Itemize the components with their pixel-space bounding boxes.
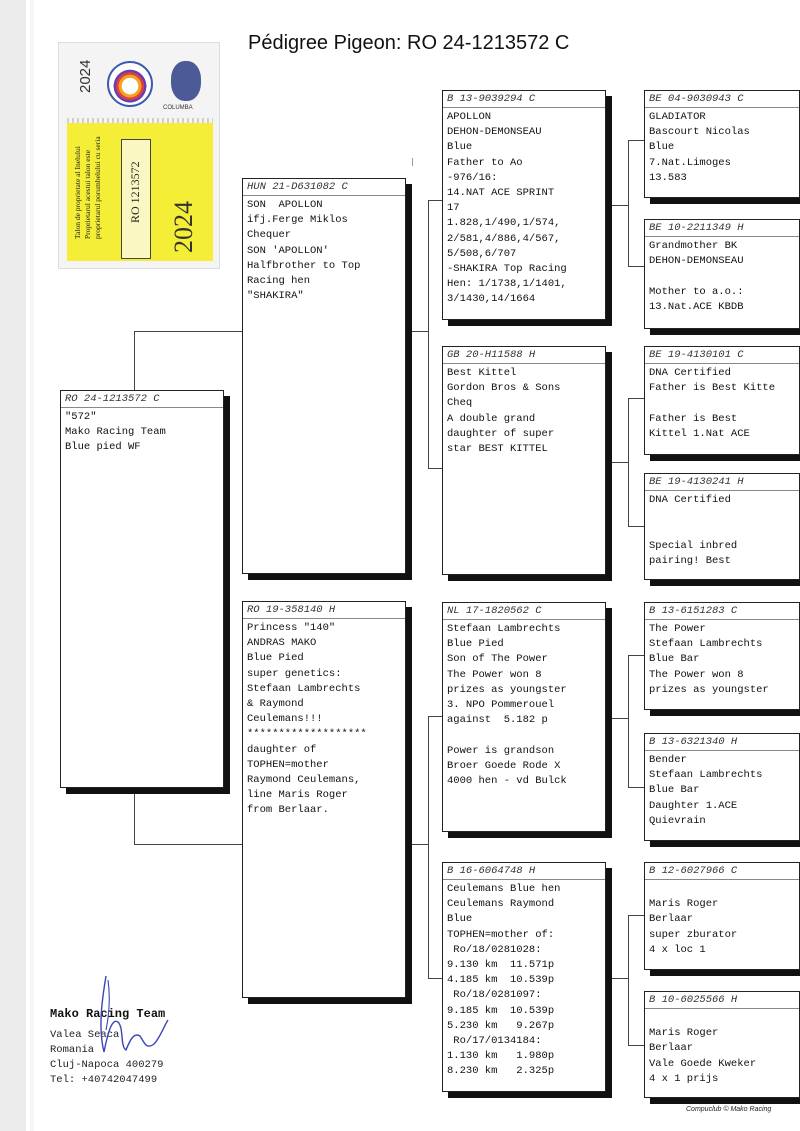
pigeon-card-sds[interactable] <box>644 346 800 455</box>
page-title: Pédigree Pigeon: RO 24-1213572 C <box>248 32 570 54</box>
connector-line <box>612 718 628 719</box>
connector-line <box>628 526 644 527</box>
pigeon-emblem-icon <box>171 61 201 101</box>
pigeon-card-sdd[interactable] <box>644 473 800 580</box>
ring-number: NL 17-1820562 C <box>443 605 605 620</box>
pigeon-details: Best Kittel Gordon Bros & Sons Cheq A double grand daughter of super star BEST KITTEL <box>447 367 561 456</box>
ring-number: RO 19-358140 H <box>243 604 405 619</box>
ring-number: BE 04-9030943 C <box>645 93 799 108</box>
pigeon-details: DNA Certified Father is Best Kitte Father is Best Kittel 1.Nat ACE <box>649 367 776 440</box>
pigeon-card-sss[interactable] <box>644 90 800 198</box>
ring-number: GB 20-H11588 H <box>443 349 605 364</box>
connector-line <box>134 844 242 845</box>
pigeon-card-dsd[interactable] <box>644 733 800 841</box>
ring-number: B 13-6321340 H <box>645 736 799 751</box>
connector-line <box>612 462 628 463</box>
stray-mark <box>412 158 413 166</box>
ring-certificate-sticker <box>58 42 220 269</box>
owner-address-line1: Valea Seaca <box>50 1029 120 1041</box>
pigeon-details: APOLLON DEHON-DEMONSEAU Blue Father to Ao -976/16: 14.NAT ACE SPRINT 17 1.828,1/490,1/574, 2/581,4/886,4/567, 5/508,6/707 -SHAKIRA Top Racing Hen: 1/1738,1/1401, 3/1430,14/1664 <box>447 111 567 306</box>
ring-number: RO 24-1213572 C <box>61 393 223 408</box>
pigeon-details: "572" Mako Racing Team Blue pied WF <box>65 411 166 454</box>
ring-number: HUN 21-D631082 C <box>243 181 405 196</box>
connector-line <box>628 140 629 266</box>
ring-number: B 10-6025566 H <box>645 994 799 1009</box>
paper-edge <box>30 0 34 1131</box>
sticker-ring-number: RO 1213572 <box>128 161 142 223</box>
pigeon-details: DNA Certified Special inbred pairing! Best <box>649 494 738 567</box>
connector-line <box>628 266 644 267</box>
ring-number: B 12-6027966 C <box>645 865 799 880</box>
connector-line <box>428 716 442 717</box>
connector-line <box>628 1045 644 1046</box>
pigeon-details: SON APOLLON ifj.Ferge Miklos Chequer SON 'APOLLON' Halfbrother to Top Racing hen "SHAKIRA" <box>247 199 361 303</box>
pigeon-card-dam[interactable] <box>242 601 406 998</box>
connector-line <box>612 205 628 206</box>
pigeon-details: Bender Stefaan Lambrechts Blue Bar Daughter 1.ACE Quievrain <box>649 754 763 827</box>
connector-line <box>134 331 242 332</box>
connector-line <box>412 844 428 845</box>
rainbow-logo-icon <box>107 61 153 107</box>
connector-line <box>428 200 442 201</box>
pigeon-card-dam-dam[interactable] <box>442 862 606 1092</box>
connector-line <box>428 200 429 468</box>
owner-address-line2: Romania <box>50 1044 95 1056</box>
pigeon-details: Maris Roger Berlaar Vale Goede Kweker 4 x 1 prijs <box>649 1027 757 1085</box>
pigeon-card-ddd[interactable] <box>644 991 800 1098</box>
connector-line <box>628 398 629 526</box>
pigeon-card-sire-dam[interactable] <box>442 346 606 575</box>
ring-number: BE 19-4130241 H <box>645 476 799 491</box>
ring-number: BE 19-4130101 C <box>645 349 799 364</box>
owner-address-line3: Cluj-Napoca 400279 <box>50 1059 164 1071</box>
pigeon-details: GLADIATOR Bascourt Nicolas Blue 7.Nat.Limoges 13.583 <box>649 111 750 184</box>
sticker-brand: COLUMBA <box>163 105 193 111</box>
handwritten-signature <box>84 970 174 1062</box>
sticker-text-line1: Talon de proprietate al Inelului <box>73 146 82 239</box>
ring-number: BE 10-2211349 H <box>645 222 799 237</box>
pigeon-card-sire[interactable] <box>242 178 406 574</box>
pigeon-details: Stefaan Lambrechts Blue Pied Son of The Power The Power won 8 prizes as youngster 3. NPO Pommerouel against 5.182 p Power is grandson Broer Goede Rode X 4000 hen - vd Bulck <box>447 623 567 788</box>
pigeon-details: Princess "140" ANDRAS MAKO Blue Pied super genetics: Stefaan Lambrechts & Raymond Ceulemans!!! ******************* daughter of TOPHEN=mother Raymond Ceulemans, line Maris Roger from Berlaar. <box>247 622 367 817</box>
pigeon-card-sire-sire[interactable] <box>442 90 606 320</box>
pigeon-card-ssd[interactable] <box>644 219 800 329</box>
connector-line <box>628 915 629 1045</box>
connector-line <box>134 790 135 844</box>
connector-line <box>628 398 644 399</box>
pigeon-card-subject[interactable] <box>60 390 224 788</box>
ring-number: B 16-6064748 H <box>443 865 605 880</box>
connector-line <box>628 655 629 787</box>
pigeon-card-dam-sire[interactable] <box>442 602 606 832</box>
sticker-text-line3: proprietarul porumbelului cu seria <box>93 136 102 239</box>
connector-line <box>628 787 644 788</box>
sticker-text-line2: Proprietarul acestui talon este <box>83 150 92 239</box>
ring-number: B 13-9039294 C <box>443 93 605 108</box>
footer-credit: Compuclub © Mako Racing <box>686 1106 772 1113</box>
pigeon-details: The Power Stefaan Lambrechts Blue Bar The Power won 8 prizes as youngster <box>649 623 769 696</box>
connector-line <box>428 716 429 978</box>
ring-number: B 13-6151283 C <box>645 605 799 620</box>
pigeon-details: Ceulemans Blue hen Ceulemans Raymond Blue TOPHEN=mother of: Ro/18/0281028: 9.130 km 11.571p 4.185 km 10.539p Ro/18/0281097: 9.185 km 10.539p 5.230 km 9.267p Ro/17/0134184: 1.130 km 1.980p 8.230 km 2.325p <box>447 883 561 1078</box>
sticker-year-big: 2024 <box>169 201 198 253</box>
connector-line <box>612 978 628 979</box>
connector-line <box>628 915 644 916</box>
connector-line <box>412 331 428 332</box>
connector-line <box>428 978 442 979</box>
pigeon-card-dds[interactable] <box>644 862 800 970</box>
owner-phone: Tel: +40742047499 <box>50 1074 158 1086</box>
pigeon-card-dss[interactable] <box>644 602 800 710</box>
sticker-year-top: 2024 <box>77 59 94 93</box>
connector-line <box>628 140 644 141</box>
pigeon-details: Grandmother BK DEHON-DEMONSEAU Mother to a.o.: 13.Nat.ACE KBDB <box>649 240 744 313</box>
pigeon-details: Maris Roger Berlaar super zburator 4 x loc 1 <box>649 898 738 956</box>
connector-line <box>134 331 135 390</box>
owner-name: Mako Racing Team <box>50 1007 166 1021</box>
connector-line <box>428 468 442 469</box>
connector-line <box>628 655 644 656</box>
